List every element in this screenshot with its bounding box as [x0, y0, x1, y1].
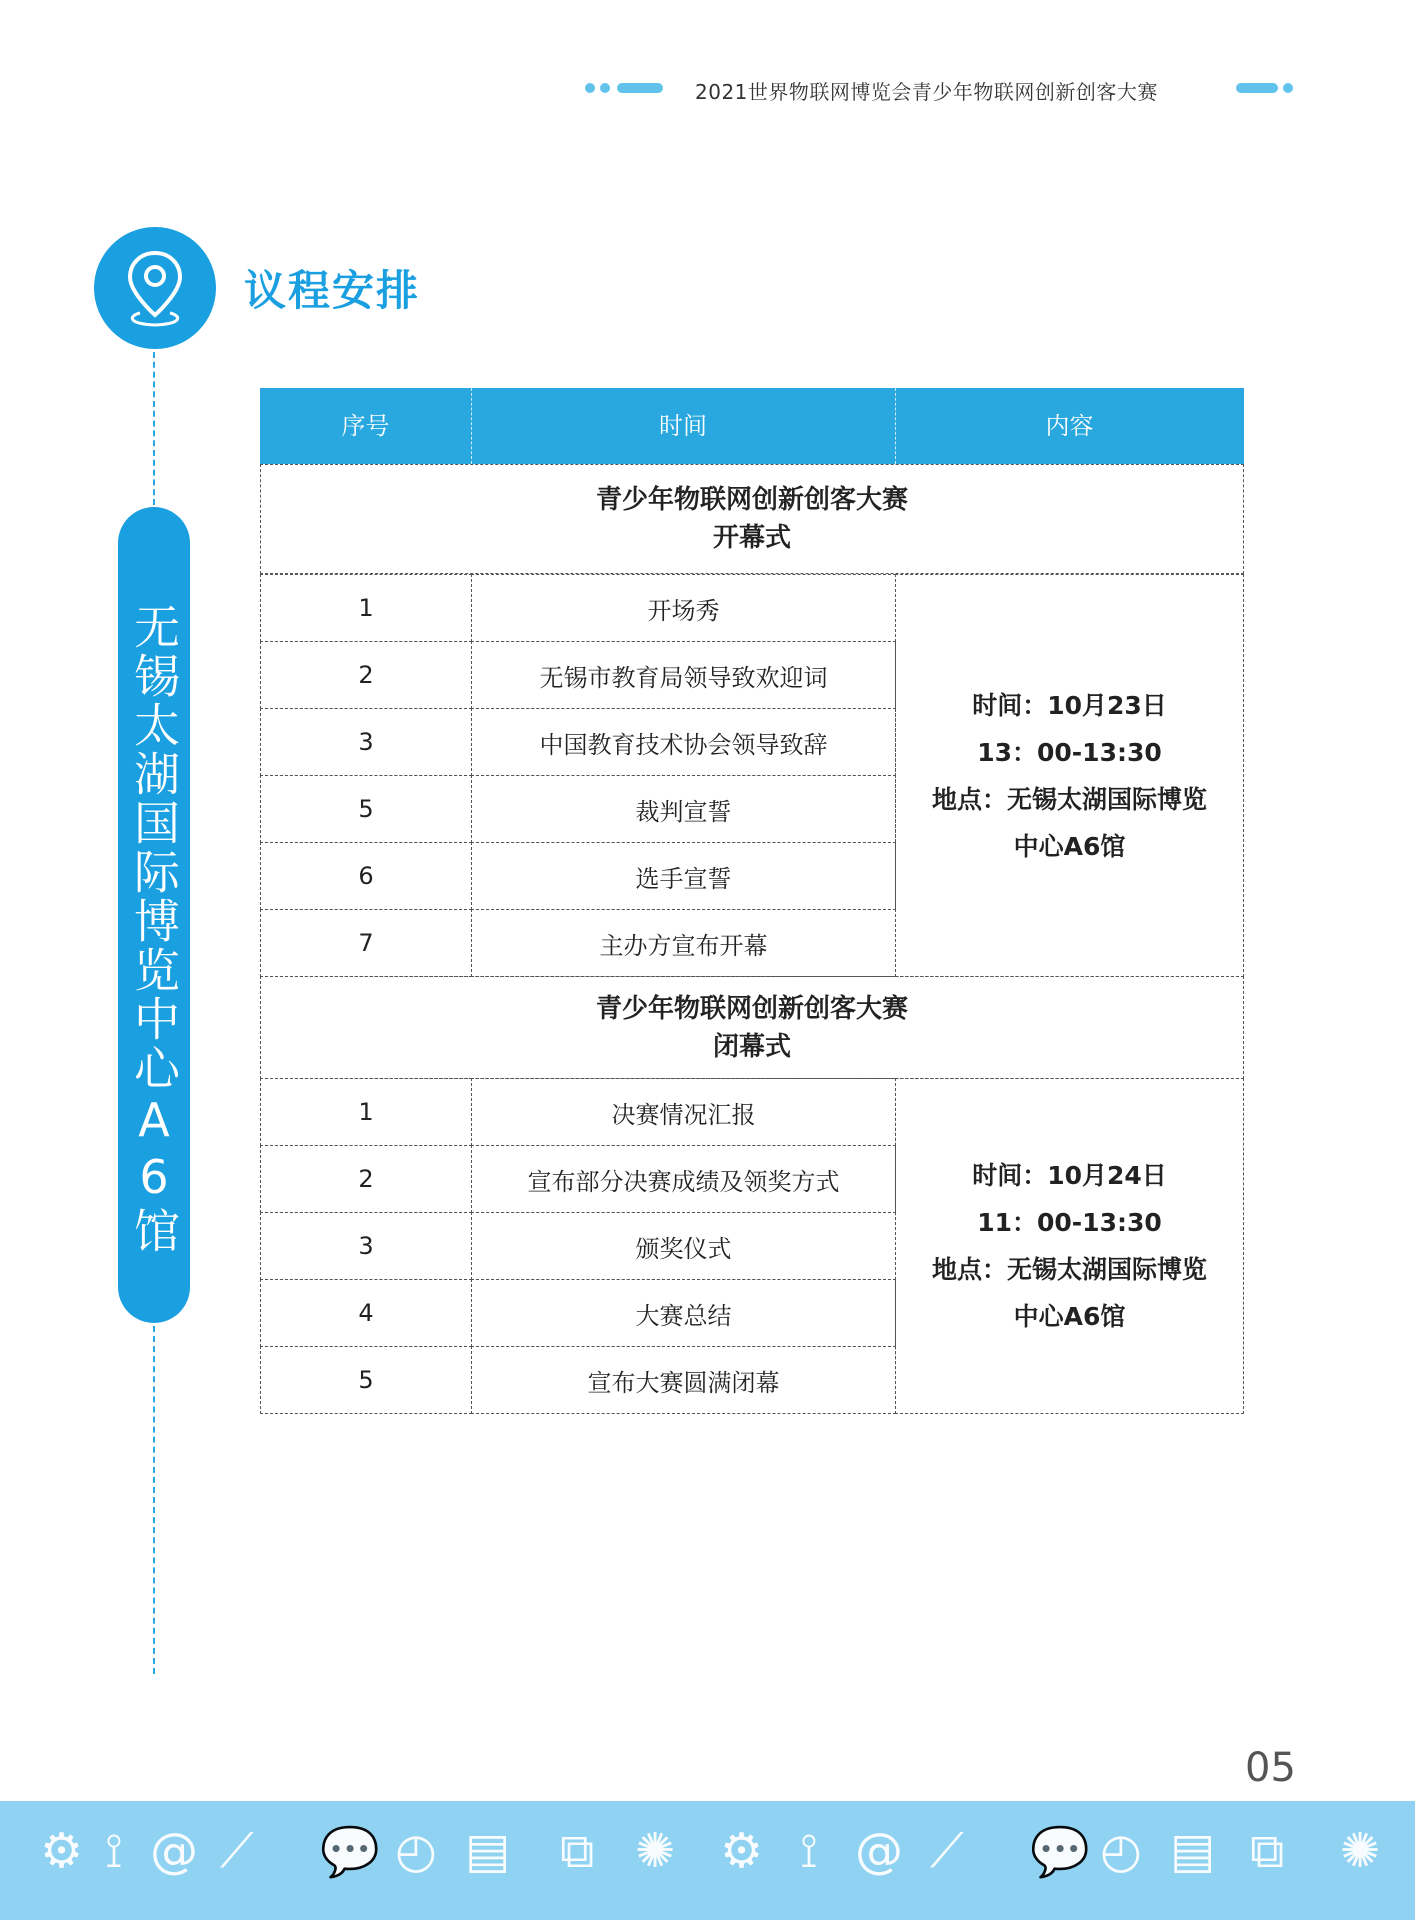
header-dot-icon	[1283, 83, 1293, 93]
dashed-divider	[153, 352, 155, 505]
header-title: 2021世界物联网博览会青少年物联网创新创客大赛	[695, 80, 1158, 104]
table-header-row	[260, 388, 1244, 464]
header-dot-icon	[600, 83, 610, 93]
lightbulb-icon: ✺	[1340, 1823, 1381, 1879]
document-icon: ▤	[465, 1823, 511, 1879]
opening-location: 地点：无锡太湖国际博览	[931, 784, 1207, 814]
at-sign-icon: @	[150, 1823, 198, 1879]
document-icon: ▤	[1170, 1823, 1216, 1879]
opening-date: 时间：10月23日	[972, 690, 1167, 720]
table-row-item: 主办方宣布开幕	[471, 909, 896, 977]
page-number: 05	[1245, 1745, 1296, 1791]
gears-icon: ⚙	[720, 1823, 764, 1879]
closing-time: 11：00-13:30	[977, 1208, 1162, 1237]
clock-icon: ◴	[1100, 1823, 1142, 1879]
table-row-item: 中国教育技术协会领导致辞	[471, 708, 896, 776]
speech-bubble-icon: 💬	[1030, 1824, 1090, 1880]
at-sign-icon: @	[855, 1823, 903, 1879]
table-row-item: 大赛总结	[471, 1279, 896, 1347]
opening-time: 13：00-13:30	[977, 737, 1162, 767]
table-row-number: 3	[260, 1212, 472, 1280]
lightbulb-icon: ✺	[635, 1823, 676, 1879]
opening-title-line1: 青少年物联网创新创客大赛	[595, 485, 908, 515]
header-pill-icon	[1236, 83, 1278, 93]
table-row-number: 5	[260, 775, 472, 843]
table-row-number: 4	[260, 1279, 472, 1347]
closing-location: 地点：无锡太湖国际博览	[931, 1255, 1207, 1284]
closing-location-hall: 中心A6馆	[1013, 1302, 1126, 1331]
table-row-number: 3	[260, 708, 472, 776]
location-pin-badge	[94, 227, 216, 349]
compass-icon: ⟟	[800, 1823, 818, 1879]
column-header-time: 时间	[659, 412, 707, 440]
table-row-number: 2	[260, 1145, 472, 1213]
table-row-number: 1	[260, 574, 472, 642]
table-row-item: 无锡市教育局领导致欢迎词	[471, 641, 896, 709]
speech-bubble-icon: 💬	[320, 1824, 380, 1880]
table-row-item: 开场秀	[471, 574, 896, 642]
page-header	[0, 76, 1415, 104]
chart-icon: ⟋	[220, 1823, 254, 1879]
table-row-number: 7	[260, 909, 472, 977]
clock-icon: ◴	[395, 1823, 437, 1879]
table-row-item: 裁判宣誓	[471, 775, 896, 843]
gears-icon: ⚙	[40, 1823, 84, 1879]
opening-time-location	[895, 574, 1244, 977]
flowchart-icon: ⧉	[1250, 1823, 1285, 1879]
opening-section-title	[260, 464, 1244, 574]
table-row-number: 5	[260, 1346, 472, 1414]
dashed-divider	[153, 1326, 155, 1674]
venue-banner	[118, 507, 190, 1323]
flowchart-icon: ⧉	[560, 1823, 595, 1879]
table-row-item: 宣布部分决赛成绩及领奖方式	[471, 1145, 896, 1213]
table-row-item: 宣布大赛圆满闭幕	[471, 1346, 896, 1414]
opening-title-line2: 开幕式	[712, 523, 791, 553]
column-header-content: 内容	[1045, 412, 1094, 440]
table-row-number: 6	[260, 842, 472, 910]
footer-icon-strip	[0, 1801, 1415, 1920]
table-row-item: 颁奖仪式	[471, 1212, 896, 1280]
closing-title-line2: 闭幕式	[712, 1031, 791, 1062]
header-pill-icon	[617, 83, 663, 93]
section-title: 议程安排	[244, 266, 421, 315]
opening-location-hall: 中心A6馆	[1013, 831, 1126, 861]
column-header-number: 序号	[341, 412, 390, 440]
table-row-item: 决赛情况汇报	[471, 1078, 896, 1146]
table-row-item: 选手宣誓	[471, 842, 896, 910]
closing-title-line1: 青少年物联网创新创客大赛	[595, 993, 908, 1024]
chart-icon: ⟋	[930, 1823, 964, 1879]
table-row-number: 1	[260, 1078, 472, 1146]
header-dot-icon	[585, 83, 595, 93]
venue-vertical-text: 无锡太湖国际博览中心A6馆	[127, 603, 181, 1256]
closing-date: 时间：10月24日	[972, 1161, 1167, 1190]
location-pin-icon	[116, 245, 194, 333]
compass-icon: ⟟	[105, 1823, 123, 1879]
closing-time-location	[895, 1078, 1244, 1414]
table-row-number: 2	[260, 641, 472, 709]
closing-section-title	[260, 976, 1244, 1079]
